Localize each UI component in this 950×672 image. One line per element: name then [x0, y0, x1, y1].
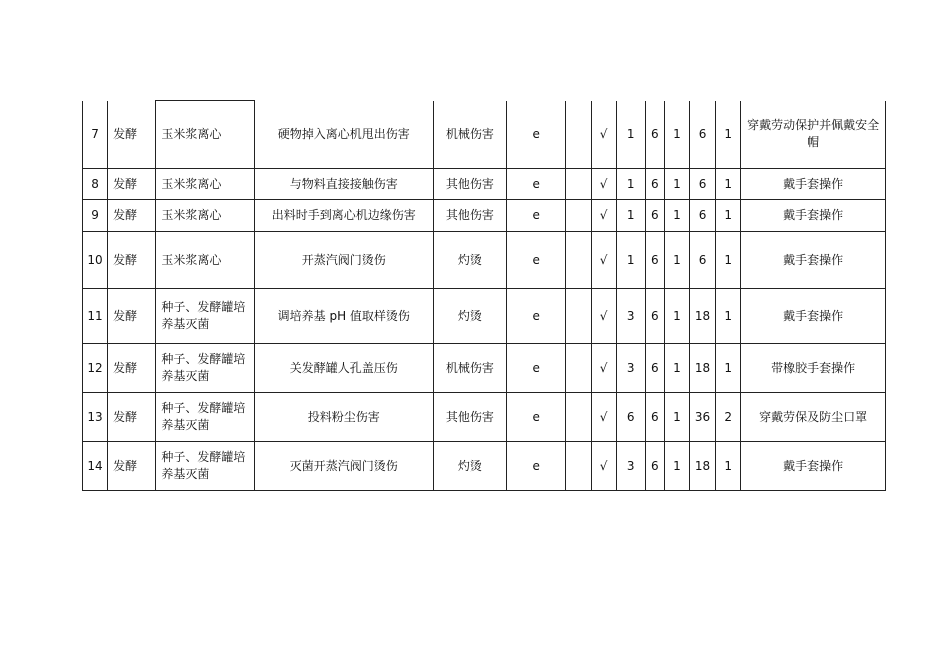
check-cell: √ — [591, 289, 616, 344]
condition-cell: e — [507, 169, 566, 200]
process-cell: 发酵 — [108, 289, 156, 344]
injury-type-cell: 其他伤害 — [433, 169, 506, 200]
table-row — [83, 289, 886, 344]
operation-cell: 种子、发酵罐培养基灭菌 — [156, 344, 254, 393]
blank-cell — [566, 344, 591, 393]
d-value-cell: 6 — [689, 232, 715, 289]
risk-level-cell: 1 — [716, 344, 741, 393]
d-value-cell: 18 — [689, 344, 715, 393]
c-value-cell: 1 — [664, 232, 689, 289]
e-value-cell: 6 — [645, 344, 664, 393]
table-row — [83, 442, 886, 491]
operation-cell: 玉米浆离心 — [156, 232, 254, 289]
process-cell: 发酵 — [108, 393, 156, 442]
process-cell: 发酵 — [108, 101, 156, 169]
c-value-cell: 1 — [664, 169, 689, 200]
risk-level-cell: 1 — [716, 169, 741, 200]
d-value-cell: 18 — [689, 442, 715, 491]
condition-cell: e — [507, 232, 566, 289]
table-row — [83, 344, 886, 393]
process-cell: 发酵 — [108, 442, 156, 491]
row-number: 11 — [83, 289, 108, 344]
blank-cell — [566, 169, 591, 200]
injury-type-cell: 灼烫 — [433, 289, 506, 344]
injury-type-cell: 机械伤害 — [433, 101, 506, 169]
risk-level-cell: 2 — [716, 393, 741, 442]
condition-cell: e — [507, 289, 566, 344]
hazard-cell: 关发酵罐人孔盖压伤 — [254, 344, 433, 393]
injury-type-cell: 机械伤害 — [433, 344, 506, 393]
injury-type-cell: 其他伤害 — [433, 200, 506, 232]
hazard-cell: 调培养基 pH 值取样烫伤 — [254, 289, 433, 344]
control-measure-cell: 戴手套操作 — [741, 289, 886, 344]
injury-type-cell: 灼烫 — [433, 232, 506, 289]
condition-cell: e — [507, 442, 566, 491]
table-row — [83, 200, 886, 232]
d-value-cell: 18 — [689, 289, 715, 344]
risk-level-cell: 1 — [716, 200, 741, 232]
e-value-cell: 6 — [645, 232, 664, 289]
table-row — [83, 169, 886, 200]
check-cell: √ — [591, 169, 616, 200]
row-number: 14 — [83, 442, 108, 491]
d-value-cell: 6 — [689, 200, 715, 232]
control-measure-cell: 穿戴劳动保护并佩戴安全帽 — [741, 101, 886, 169]
process-cell: 发酵 — [108, 344, 156, 393]
hazard-cell: 出料时手到离心机边缘伤害 — [254, 200, 433, 232]
l-value-cell: 1 — [616, 169, 645, 200]
row-number: 9 — [83, 200, 108, 232]
blank-cell — [566, 393, 591, 442]
e-value-cell: 6 — [645, 442, 664, 491]
hazard-cell: 投料粉尘伤害 — [254, 393, 433, 442]
check-cell: √ — [591, 232, 616, 289]
check-cell: √ — [591, 101, 616, 169]
d-value-cell: 6 — [689, 101, 715, 169]
c-value-cell: 1 — [664, 344, 689, 393]
row-number: 13 — [83, 393, 108, 442]
hazard-assessment-table — [82, 100, 886, 491]
control-measure-cell: 穿戴劳保及防尘口罩 — [741, 393, 886, 442]
blank-cell — [566, 232, 591, 289]
blank-cell — [566, 200, 591, 232]
c-value-cell: 1 — [664, 101, 689, 169]
l-value-cell: 1 — [616, 200, 645, 232]
control-measure-cell: 戴手套操作 — [741, 232, 886, 289]
check-cell: √ — [591, 442, 616, 491]
control-measure-cell: 戴手套操作 — [741, 169, 886, 200]
e-value-cell: 6 — [645, 169, 664, 200]
e-value-cell: 6 — [645, 200, 664, 232]
l-value-cell: 1 — [616, 232, 645, 289]
row-number: 10 — [83, 232, 108, 289]
c-value-cell: 1 — [664, 289, 689, 344]
table-body — [83, 101, 886, 491]
check-cell: √ — [591, 344, 616, 393]
operation-cell: 玉米浆离心 — [156, 169, 254, 200]
process-cell: 发酵 — [108, 232, 156, 289]
e-value-cell: 6 — [645, 393, 664, 442]
c-value-cell: 1 — [664, 442, 689, 491]
operation-cell: 种子、发酵罐培养基灭菌 — [156, 289, 254, 344]
l-value-cell: 3 — [616, 289, 645, 344]
hazard-cell: 开蒸汽阀门烫伤 — [254, 232, 433, 289]
operation-cell: 种子、发酵罐培养基灭菌 — [156, 442, 254, 491]
control-measure-cell: 戴手套操作 — [741, 442, 886, 491]
c-value-cell: 1 — [664, 200, 689, 232]
process-cell: 发酵 — [108, 169, 156, 200]
risk-level-cell: 1 — [716, 442, 741, 491]
d-value-cell: 36 — [689, 393, 715, 442]
condition-cell: e — [507, 344, 566, 393]
l-value-cell: 1 — [616, 101, 645, 169]
condition-cell: e — [507, 101, 566, 169]
injury-type-cell: 其他伤害 — [433, 393, 506, 442]
d-value-cell: 6 — [689, 169, 715, 200]
table-row — [83, 101, 886, 169]
l-value-cell: 6 — [616, 393, 645, 442]
table-row — [83, 393, 886, 442]
condition-cell: e — [507, 200, 566, 232]
check-cell: √ — [591, 393, 616, 442]
process-cell: 发酵 — [108, 200, 156, 232]
hazard-cell: 灭菌开蒸汽阀门烫伤 — [254, 442, 433, 491]
e-value-cell: 6 — [645, 101, 664, 169]
c-value-cell: 1 — [664, 393, 689, 442]
control-measure-cell: 带橡胶手套操作 — [741, 344, 886, 393]
row-number: 8 — [83, 169, 108, 200]
risk-level-cell: 1 — [716, 289, 741, 344]
hazard-cell: 与物料直接接触伤害 — [254, 169, 433, 200]
operation-cell: 玉米浆离心 — [156, 200, 254, 232]
risk-level-cell: 1 — [716, 232, 741, 289]
control-measure-cell: 戴手套操作 — [741, 200, 886, 232]
check-cell: √ — [591, 200, 616, 232]
l-value-cell: 3 — [616, 344, 645, 393]
condition-cell: e — [507, 393, 566, 442]
l-value-cell: 3 — [616, 442, 645, 491]
blank-cell — [566, 442, 591, 491]
operation-cell: 玉米浆离心 — [156, 101, 254, 169]
blank-cell — [566, 101, 591, 169]
hazard-cell: 硬物掉入离心机甩出伤害 — [254, 101, 433, 169]
risk-level-cell: 1 — [716, 101, 741, 169]
table-row — [83, 232, 886, 289]
row-number: 12 — [83, 344, 108, 393]
operation-cell: 种子、发酵罐培养基灭菌 — [156, 393, 254, 442]
row-number: 7 — [83, 101, 108, 169]
injury-type-cell: 灼烫 — [433, 442, 506, 491]
blank-cell — [566, 289, 591, 344]
e-value-cell: 6 — [645, 289, 664, 344]
